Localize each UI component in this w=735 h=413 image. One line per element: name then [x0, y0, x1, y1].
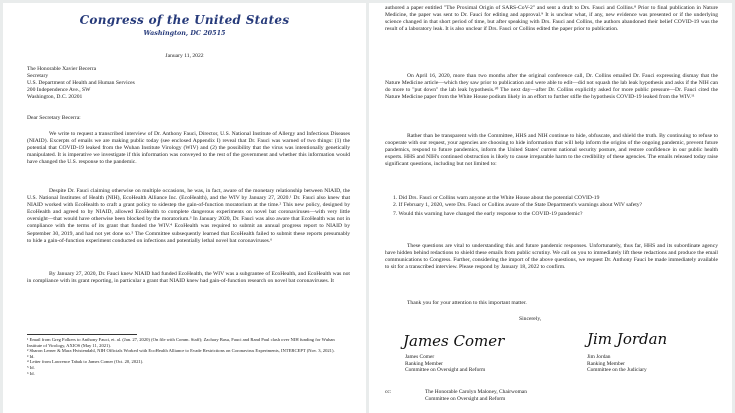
signature-jordan: Jim Jordan [587, 330, 668, 348]
footnote-rule [27, 334, 137, 335]
question-item: 7. Would this warning have changed the early response to the COVID-19 pandemic? [393, 211, 583, 218]
footnote: ² Sharon Lerner & Mara Hvistendahl, NIH Officials Worked with EcoHealth Alliance to Evade Restrictions on Coronavirus Experiments, INTERCEPT (Nov. 3, 2021). [27, 348, 335, 354]
signer-name: Jim Jordan [587, 354, 611, 360]
question-list [393, 195, 718, 218]
footnote: ⁶ Id. [27, 370, 35, 376]
signer-comer [405, 354, 485, 374]
footnote: ⁴ Letter from Lawrence Tabak to James Comer (Oct. 20, 2021). [27, 359, 144, 365]
signer-title: Ranking Member [405, 360, 443, 367]
signature-comer: James Comer [403, 332, 505, 350]
cc-line: Committee on Oversight and Reform [425, 395, 506, 402]
letter-page-1 [3, 3, 366, 413]
footnote: ⁵ Id. [27, 364, 35, 370]
body-paragraph: We write to request a transcribed interview of Dr. Anthony Fauci, Director, U.S. National Institute of Allergy and Infectious Diseases (NIAID). Excerpts of emails we are making public today (see enclosed Appendix I) reveal that Dr. Fauci was warned of two things: (1) the potential that COVID-19 leaked from the Wuhan Institute Virology (WIV) and (2) the possibility that the virus was intentionally genetically manipulated. It is imperative we investigate if this information was conveyed to the rest of the government and whether this information would have changed the U.S. response to the pandemic. [27, 131, 350, 166]
footnote: ¹ Email from Greg Folkers to Anthony Fauci, et. al. (Jan. 27, 2020) (On file with Comm. Staff); Zachary Basu, Fauci and Rand Paul clash over NIH funding for Wuhan Institute of Virology, AXIOS (May 11, 2021). [27, 337, 335, 348]
body-paragraph: These questions are vital to understanding this and future pandemic responses. Unfortunately, thus far, HHS and its subordinate agency have hidden behind redactions to shield these emails from public scrutiny. We call on you to immediately lift these redactions and produce the email communications to Congress. Further, considering the import of the above questions, we request Dr. Anthony Fauci be made immediately available to sit for a transcribed interview. Please respond by January 18, 2022 to confirm. [385, 243, 718, 271]
signer-jordan [587, 354, 647, 374]
body-paragraph: On April 16, 2020, more than two months after the original conference call, Dr. Collins emailed Dr. Fauci expressing dismay that the Nature Medicine article—which they saw prior to publication and were able to edit—did not squash the lab leak hypothesis and asks if the NIH can do more to "put down" the lab leak hypothesis.¹⁰ The next day—after Dr. Collins explicitly asked for more public pressure—Dr. Fauci cited the Nature Medicine paper from the White House podium likely in an effort to further stifle the hypothesis COVID-19 leaked from the WIV.¹¹ [385, 73, 718, 101]
body-paragraph: Rather than be transparent with the Committee, HHS and NIH continue to hide, obfuscate, and shield the truth. By continuing to refuse to cooperate with our request, your agencies are choosing to hide information that will help inform the origins of the ongoing pandemic, prevent future pandemics, respond to future pandemics, inform the United States' current national security posture, and restore confidence in our public health experts. HHS and NIH's continued obstruction is likely to cause irreparable harm to the credibility of these agencies. The emails released today raise significant questions, including but not limited to: [385, 133, 718, 168]
letterhead-city: Washington, DC 20515 [143, 29, 226, 37]
signer-committee: Committee on Oversight and Reform [405, 367, 486, 374]
addressee-block [27, 66, 135, 101]
footnotes [27, 337, 348, 376]
question-item: 2. If February 1, 2020, were Drs. Fauci or Collins aware of the State Department's warnings about WIV safety? [393, 202, 643, 209]
letter-page-2 [369, 3, 732, 413]
body-paragraph: Thank you for your attention to this important matter. [407, 300, 527, 306]
addressee-line: Washington, D.C. 20201 [27, 94, 83, 101]
cc-line: The Honorable Carolyn Maloney, Chairwoman [425, 389, 527, 395]
signer-name: James Comer [405, 354, 435, 360]
signer-title: Ranking Member [587, 360, 625, 367]
addressee-line: U.S. Department of Health and Human Services [27, 80, 135, 87]
addressee-line: The Honorable Xavier Becerra [27, 66, 97, 72]
cc-label: cc: [385, 389, 392, 395]
footnote: ³ Id. [27, 353, 35, 359]
addressee-line: 200 Independence Ave., SW [27, 87, 91, 94]
salutation: Dear Secretary Becerra: [27, 115, 81, 121]
signer-committee: Committee on the Judiciary [587, 367, 647, 374]
body-paragraph: By January 27, 2020, Dr. Fauci knew NIAID had funded EcoHealth, the WIV was a subgrantee of EcoHealth, and EcoHealth was not in compliance with its grant reporting, in particular a grant that NIAID knew had gain-of-function research on novel bat coronaviruses. It [27, 271, 350, 285]
letter-date: January 11, 2022 [165, 53, 204, 59]
addressee-line: Secretary [27, 73, 49, 80]
question-item: 1. Did Drs. Fauci or Collins warn anyone at the White House about the potential COVID-19 [393, 195, 600, 201]
body-paragraph: Despite Dr. Fauci claiming otherwise on multiple occasions, he was, in fact, aware of the monetary relationship between NIAID, the U.S. National Institutes of Health (NIH), EcoHealth Alliance Inc. (EcoHealth), and the WIV by January 27, 2020.¹ Dr. Fauci also knew that NIAID worked with EcoHealth to craft a grant policy to sidestep the gain-of-function moratorium at the time.² This new policy, designed by EcoHealth and agreed to by NIAID, allowed EcoHealth to complete dangerous experiments on novel bat coronaviruses—with very little oversight—that would have otherwise been blocked by the moratorium.³ In January 2020, Dr. Fauci was also aware that EcoHealth was not in compliance with the terms of its grant that funded the WIV.⁴ EcoHealth was required to submit an annual progress report to NIAID by September 30, 2019, and had not yet done so.⁵ The Committee subsequently learned that EcoHealth failed to submit these reports presumably to hide a gain-of-function experiment conducted on infections and potentially lethal novel bat coronaviruses.⁶ [27, 188, 350, 244]
body-paragraph: authored a paper entitled "The Proximal Origin of SARS-CoV-2" and sent a draft to Drs. Fauci and Collins.⁸ Prior to final publication in Nature Medicine, the paper was sent to Dr. Fauci for editing and approval.⁹ It is unclear what, if any, new evidence was presented or if the underlying science changed in that short period of time, but after speaking with Drs. Fauci and Collins, the authors abandoned their belief COVID-19 was the result of a laboratory leak. It is also unclear if Drs. Fauci or Collins edited the paper prior to publication. [385, 5, 718, 33]
cc-block [425, 389, 527, 402]
letterhead-title: Congress of the United States [79, 13, 290, 27]
sincerely: Sincerely, [519, 316, 542, 322]
